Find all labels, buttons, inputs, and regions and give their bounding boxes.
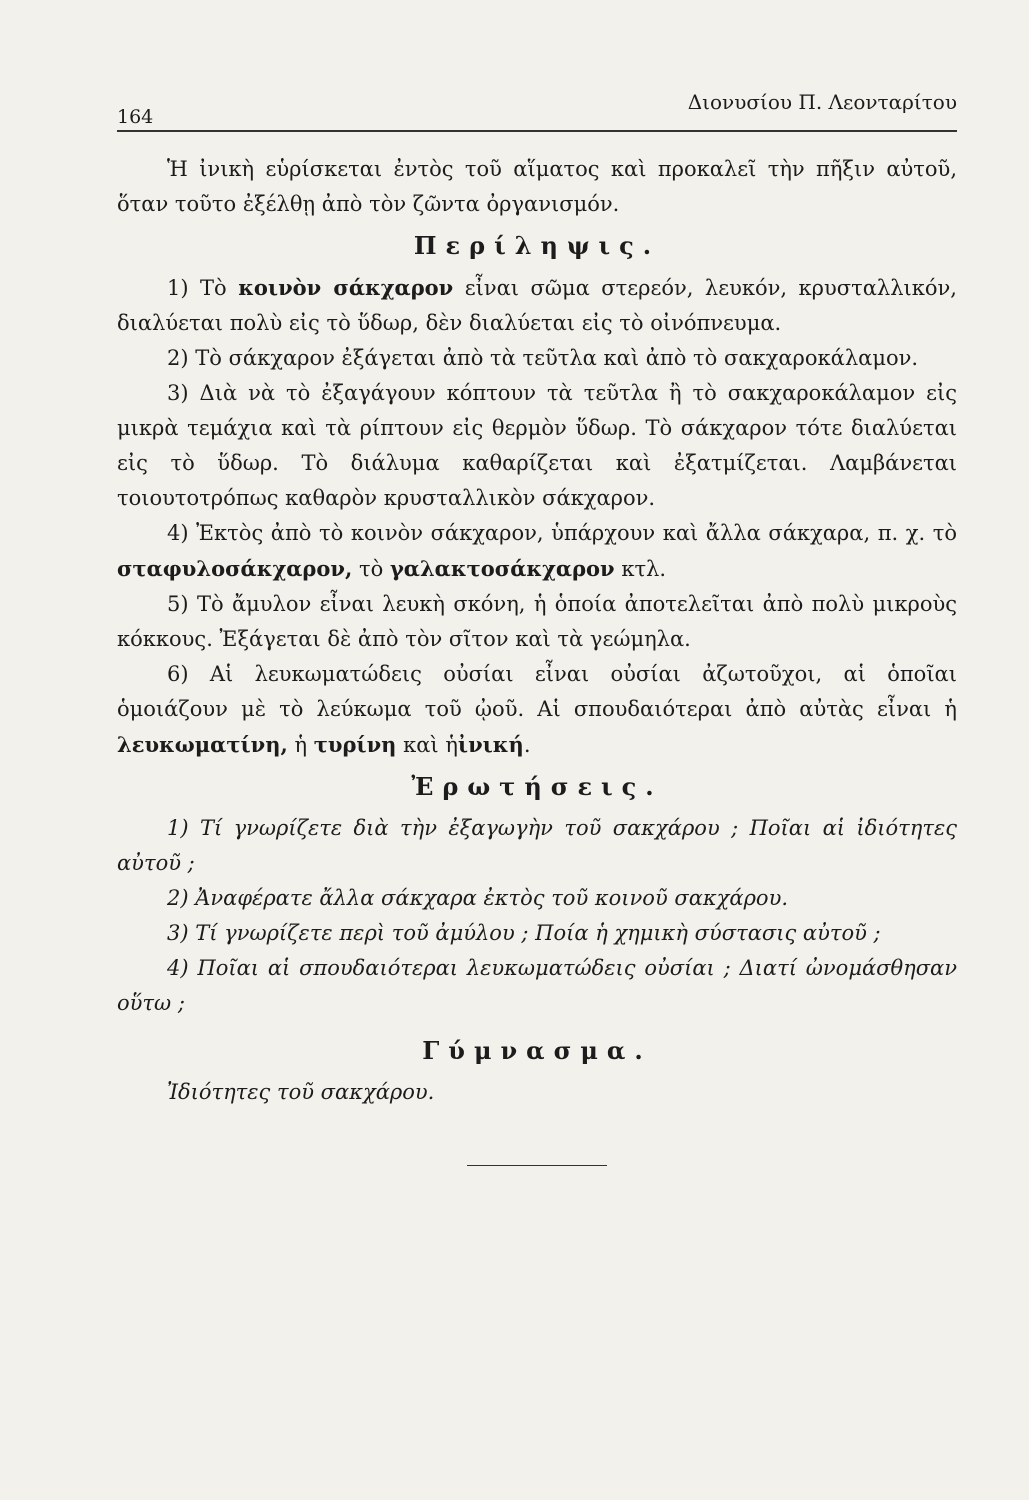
summary-item-1: 1) Τὸ κοινὸν σάκχαρον εἶναι σῶμα στερεόν, λευκόν, κρυσταλλικόν, διαλύεται πολὺ εἰς τὸ ὕδωρ, δὲν διαλύεται εἰς τὸ οἰνόπνευμα. [117, 275, 957, 335]
term-leukomatini: λευκωματίνη, [117, 732, 288, 757]
header-rule [117, 130, 957, 132]
term-stafylosakcharon: σταφυλοσάκχαρον, [117, 556, 353, 581]
question-3: 3) Τί γνωρίζετε περὶ τοῦ ἀμύλου ; Ποία ἡ χημικὴ σύστασις αὐτοῦ ; [167, 921, 881, 945]
end-rule [467, 1165, 607, 1166]
question-1: 1) Τί γνωρίζετε διὰ τὴν ἐξαγωγὴν τοῦ σακχάρου ; Ποῖαι αἱ ἰδιότητες αὐτοῦ ; [117, 816, 957, 875]
term-koinon-sakcharon: κοινὸν σάκχαρον [238, 275, 454, 300]
exercise-heading: Γύμνασμα. [422, 1036, 652, 1065]
summary-item-2: 2) Τὸ σάκχαρον ἐξάγεται ἀπὸ τὰ τεῦτλα καὶ ἀπὸ τὸ σακχαροκάλαμον. [167, 346, 919, 370]
summary-heading: Περίληψις. [413, 231, 661, 260]
question-4: 4) Ποῖαι αἱ σπουδαιότεραι λευκωματώδεις οὐσίαι ; Διατί ὠνομάσθησαν οὕτω ; [117, 956, 957, 1015]
question-2: 2) Ἀναφέρατε ἄλλα σάκχαρα ἐκτὸς τοῦ κοινοῦ σακχάρου. [167, 886, 789, 910]
summary-item-3: 3) Διὰ νὰ τὸ ἐξαγάγουν κόπτουν τὰ τεῦτλα ἢ τὸ σακχαροκάλαμον εἰς μικρὰ τεμάχια καὶ τὰ ρίπτουν εἰς θερμὸν ὕδωρ. Τὸ σάκχαρον τότε διαλύεται εἰς τὸ ὕδωρ. Τὸ διάλυμα καθαρίζεται καὶ ἐξατμίζεται. Λαμβάνεται τοιουτοτρόπως καθαρὸν κρυσταλλικὸν σάκχαρον. [117, 381, 957, 510]
intro-paragraph: Ἡ ἰνικὴ εὑρίσκεται ἐντὸς τοῦ αἵματος καὶ προκαλεῖ τὴν πῆξιν αὐτοῦ, ὅταν τοῦτο ἐξέλθῃ ἀπὸ τὸν ζῶντα ὀργανισμόν. [117, 157, 957, 216]
questions-heading: Ἐρωτήσεις. [411, 772, 663, 801]
term-iniki: ἰνική [457, 732, 524, 757]
summary-item-4: 4) Ἐκτὸς ἀπὸ τὸ κοινὸν σάκχαρον, ὑπάρχουν καὶ ἄλλα σάκχαρα, π. χ. τὸ σταφυλοσάκχαρον, τὸ γαλακτοσάκχαρον κτλ. [117, 521, 957, 581]
summary-item-6: 6) Αἱ λευκωματώδεις οὐσίαι εἶναι οὐσίαι ἀζωτοῦχοι, αἱ ὁποῖαι ὁμοιάζουν μὲ τὸ λεύκωμα τοῦ ᾠοῦ. Αἱ σπουδαιότεραι ἀπὸ αὐτὰς εἶναι ἡ λευκωματίνη, ἡ τυρίνη καὶ ἡἰνική. [117, 662, 957, 757]
questions-list [117, 811, 957, 1021]
exercise-text: Ἰδιότητες τοῦ σακχάρου. [167, 1080, 435, 1104]
term-tyrini: τυρίνη [313, 732, 397, 757]
page-number: 164 [117, 106, 154, 128]
summary-item-5: 5) Τὸ ἄμυλον εἶναι λευκὴ σκόνη, ἡ ὁποία ἀποτελεῖται ἀπὸ πολὺ μικροὺς κόκκους. Ἐξάγεται δὲ ἀπὸ τὸν σῖτον καὶ τὰ γεώμηλα. [117, 592, 957, 651]
running-head: Διονυσίου Π. Λεονταρίτου [687, 90, 957, 114]
term-galaktosakcharon: γαλακτοσάκχαρον [389, 556, 615, 581]
page-body [117, 152, 957, 1166]
page-header [117, 88, 957, 128]
